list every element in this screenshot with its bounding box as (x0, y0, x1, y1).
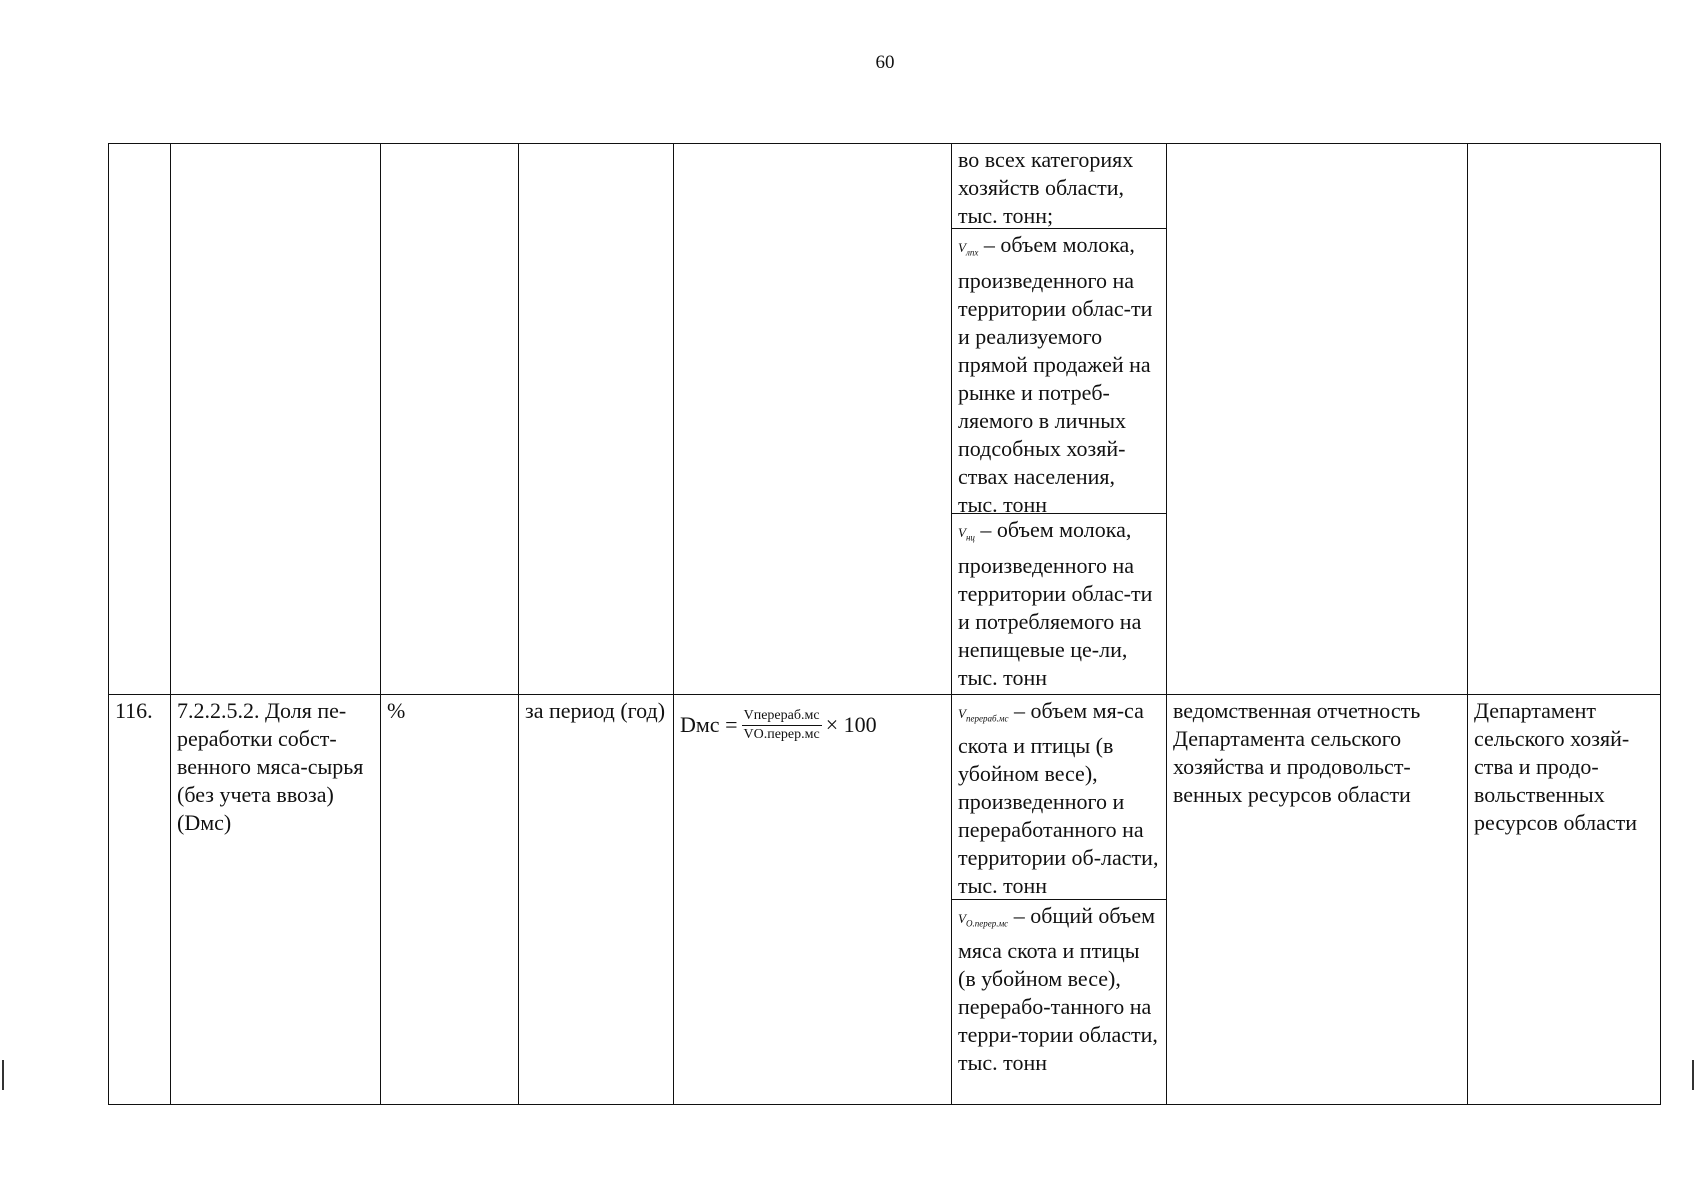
variable-symbol: $V_{нц}$ (958, 525, 975, 543)
scan-mark-right (1692, 1060, 1694, 1090)
continuation-row (109, 144, 1661, 695)
variable-symbol: $V_{лпх}$ (958, 240, 979, 258)
cell-number: 116. (109, 694, 171, 1104)
formula-multiplier: × 100 (825, 712, 877, 738)
cell-formula (674, 694, 952, 1104)
cell-number-empty (109, 144, 171, 695)
cell-variables (952, 694, 1167, 1104)
formula-fraction (741, 707, 821, 744)
variable-definition: – объем молока, произведенного на территории облас-ти и потребляемого на непищевые це-ли, тыс. тонн (958, 517, 1153, 690)
variable-definition: – общий объем мяса скота и птицы (в убойном весе), перерабо-танного на терри-тории области, тыс. тонн (958, 902, 1158, 1076)
cell-period: за период (год) (519, 694, 674, 1104)
cell-source: ведомственная отчетность Департамента сельского хозяйства и продовольст-венных ресурсов области (1167, 694, 1468, 1104)
cell-responsible-empty (1468, 144, 1661, 695)
formula-lhs: Dмс = (680, 712, 738, 738)
formula-numerator: Vпереpаб.мс (742, 707, 822, 726)
formula-denominator: VО.перер.мс (743, 726, 820, 742)
formula (674, 695, 951, 746)
page-number: 60 (875, 52, 895, 73)
cell-indicator: 7.2.2.5.2. Доля пе-реработки собст-венного мяса-сырья (без учета ввоза) (Dмс) (171, 694, 381, 1104)
variable-v-o-perer (952, 900, 1166, 1080)
variable-v-pererab (952, 695, 1166, 900)
row-116 (109, 694, 1661, 1104)
variable-definition: – объем мя-са скота и птицы (в убойном весе), произведенного и переработанного на территории об-ласти, тыс. тонн (958, 697, 1159, 899)
variable-v-nc (952, 514, 1166, 694)
variable-definition: – объем молока, произведенного на территории облас-ти и реализуемого прямой продажей на рынке и потреб-ляемого в личных подсобных хозяй-ствах населения, тыс. тонн (958, 232, 1153, 517)
indicator-table (108, 143, 1661, 1105)
cell-unit-empty (381, 144, 519, 695)
cell-period-empty (519, 144, 674, 695)
variable-symbol: $V_{перераб.мс}$ (958, 705, 1009, 724)
cell-unit: % (381, 694, 519, 1104)
cell-variables (952, 144, 1167, 695)
cell-formula-empty (674, 144, 952, 695)
variable-continuation (952, 144, 1166, 229)
cell-responsible: Департамент сельского хозяй-ства и продо-вольственных ресурсов области (1468, 694, 1661, 1104)
cell-source-empty (1167, 144, 1468, 695)
variable-symbol: $V_{О.перер.мс}$ (958, 910, 1009, 929)
variable-v-lph (952, 229, 1166, 517)
cell-indicator-empty (171, 144, 381, 695)
variable-definition: во всех категориях хозяйств области, тыс. тонн; (958, 147, 1134, 228)
scan-mark-left (2, 1060, 4, 1090)
